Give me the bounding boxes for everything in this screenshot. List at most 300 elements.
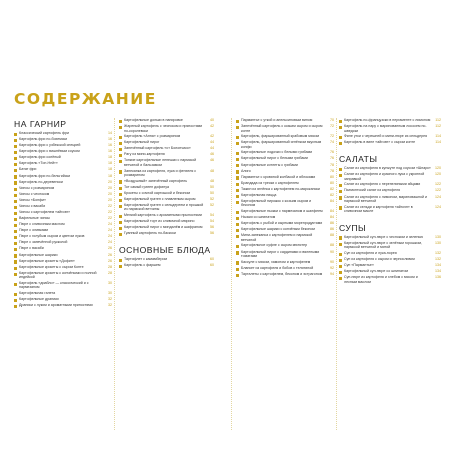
bullet-square-icon	[339, 120, 342, 123]
toc-entry-label: Жареный картофель с чесноком и пряностями по-королевски	[124, 124, 203, 133]
toc-column-2	[119, 118, 214, 269]
toc-entry[interactable]	[236, 209, 334, 214]
toc-entry[interactable]	[236, 250, 334, 259]
toc-entry-label: Картофельный пирог	[124, 140, 160, 145]
toc-entry-page-number: 84	[330, 215, 334, 220]
toc-entry[interactable]	[119, 146, 214, 151]
toc-entry[interactable]	[119, 263, 214, 268]
toc-entry-label: Картофельные ньокки с пармезаном и шалфеем	[241, 209, 323, 214]
toc-entry[interactable]	[339, 188, 441, 193]
toc-entry-page-number: 88	[330, 243, 334, 248]
bullet-square-icon	[236, 142, 239, 145]
bullet-square-icon	[339, 190, 342, 193]
toc-entry[interactable]	[14, 155, 112, 160]
toc-entry-label: Чипсы с картофелем «айгоэн»	[19, 210, 71, 215]
bullet-square-icon	[339, 271, 342, 274]
toc-entry[interactable]	[14, 259, 112, 264]
toc-entry[interactable]	[119, 152, 214, 157]
toc-entry-page-number: 52	[210, 196, 214, 201]
toc-entry[interactable]	[14, 192, 112, 197]
bullet-square-icon	[339, 142, 342, 145]
bullet-square-icon	[14, 283, 17, 286]
bullet-square-icon	[119, 170, 122, 173]
toc-entry[interactable]	[339, 257, 441, 262]
toc-entry-page-number: 24	[108, 240, 112, 245]
toc-entry[interactable]	[339, 182, 441, 187]
toc-entry-page-number: 78	[330, 168, 334, 173]
toc-entry-page-number: 132	[435, 250, 441, 255]
toc-entry[interactable]	[339, 205, 441, 214]
toc-entry-label: Картофельные дольки в панировке	[124, 118, 183, 122]
toc-entry-label: Картофельный пирог с белыми грибами	[241, 156, 308, 161]
toc-entry-page-number: 120	[435, 166, 441, 171]
bullet-square-icon	[236, 126, 239, 129]
bullet-square-icon	[236, 229, 239, 232]
toc-entry-label: Картофельный пирог с сардинами и вялеными томатами	[241, 249, 320, 259]
toc-entry-label: Пюре с васаби	[19, 246, 44, 251]
toc-entry[interactable]	[14, 210, 112, 215]
bullet-square-icon	[14, 267, 17, 270]
toc-entry-page-number: 26	[108, 258, 112, 263]
toc-entry-label: Картофельные драники	[19, 297, 59, 302]
bullet-square-icon	[236, 164, 239, 167]
toc-entry[interactable]	[119, 231, 214, 236]
toc-entry[interactable]	[14, 228, 112, 233]
toc-entry-label: Суп «Пармантье»	[344, 262, 374, 267]
bullet-square-icon	[119, 187, 122, 190]
toc-entry[interactable]	[119, 257, 214, 262]
toc-entry[interactable]	[14, 161, 112, 166]
toc-entry-label: Пюре с запечённой рукколой	[19, 240, 68, 245]
bullet-square-icon	[339, 168, 342, 171]
toc-entry[interactable]	[339, 275, 441, 284]
toc-entry-page-number: 16	[108, 149, 112, 154]
bullet-square-icon	[236, 120, 239, 123]
toc-entry-page-number: 30	[108, 290, 112, 295]
page-title: СОДЕРЖАНИЕ	[14, 90, 157, 108]
toc-entry-page-number: 70	[330, 118, 334, 122]
toc-entry-label: Картофель, фаршированный крабовым мясом	[241, 134, 319, 139]
toc-entry[interactable]	[236, 272, 334, 277]
bullet-square-icon	[236, 268, 239, 271]
toc-entry-label: Ньокки со шпинатом	[241, 215, 276, 220]
bullet-square-icon	[119, 154, 122, 157]
toc-entry-page-number: 20	[108, 197, 112, 202]
toc-entry-label: Запечённый картофель с козьим сыром и сыром конте	[241, 124, 323, 133]
bullet-square-icon	[339, 236, 342, 239]
bullet-square-icon	[14, 139, 17, 142]
toc-entry-page-number: 54	[210, 219, 214, 224]
toc-entry[interactable]	[14, 204, 112, 209]
bullet-square-icon	[236, 235, 239, 238]
toc-entry[interactable]	[119, 213, 214, 218]
bullet-square-icon	[14, 157, 17, 160]
toc-entry[interactable]	[339, 263, 441, 268]
toc-entry[interactable]	[119, 169, 214, 178]
toc-entry[interactable]	[14, 271, 112, 280]
toc-entry-label: Батат фри	[19, 167, 37, 172]
column-divider	[114, 118, 115, 430]
toc-entry-page-number: 50	[210, 190, 214, 195]
toc-entry[interactable]	[339, 172, 441, 181]
toc-entry-label: Бланкет из картофеля и бобов с телятиной	[241, 265, 314, 270]
bullet-square-icon	[236, 217, 239, 220]
bullet-square-icon	[14, 200, 17, 203]
toc-entry-label: Тарталеты с картофелем, беконом и эстрагоном	[241, 271, 323, 276]
toc-entry-page-number: 22	[108, 210, 112, 215]
bullet-square-icon	[236, 251, 239, 254]
toc-entry[interactable]	[236, 193, 334, 198]
toc-entry-label: Картофель «диабло» — классический и с пармезаном	[19, 280, 89, 290]
toc-entry-page-number: 82	[330, 186, 334, 191]
bullet-square-icon	[14, 230, 17, 233]
bullet-square-icon	[119, 148, 122, 151]
section-heading-side: НА ГАРНИР	[14, 119, 67, 129]
toc-entry-label: Чипсы с розмарином	[19, 185, 55, 190]
bullet-square-icon	[119, 205, 122, 208]
toc-entry-page-number: 54	[210, 213, 214, 218]
toc-entry[interactable]	[14, 167, 112, 172]
bullet-square-icon	[14, 248, 17, 251]
toc-entry-page-number: 30	[108, 280, 112, 285]
toc-entry-page-number: 80	[330, 180, 334, 185]
toc-entry-page-number: 82	[330, 192, 334, 197]
toc-column-1	[14, 118, 112, 309]
bullet-square-icon	[236, 274, 239, 277]
bullet-square-icon	[236, 176, 239, 179]
toc-entry-page-number: 46	[210, 158, 214, 163]
toc-entry-page-number: 60	[210, 257, 214, 262]
toc-entry-label: Тартифлет с камамбером	[124, 257, 167, 262]
toc-entry-label: Картофельные крокеты с копчёными и полной индейкой	[19, 270, 97, 280]
bullet-square-icon	[14, 145, 17, 148]
toc-entry-page-number: 24	[108, 228, 112, 233]
toc-entry-page-number: 124	[435, 204, 441, 209]
toc-entry-page-number: 50	[210, 184, 214, 189]
toc-entry-label: Кассуле с мясом, хамоном и картофелем	[241, 259, 311, 264]
toc-entry[interactable]	[339, 124, 441, 133]
bullet-square-icon	[14, 260, 17, 263]
toc-entry-label: Чипсы с чесноком	[19, 191, 50, 196]
toc-entry-label: Картофель фри по-бельгийски	[19, 173, 71, 178]
toc-entry-page-number: 112	[435, 118, 441, 122]
toc-entry-label: Запеканка из картофеля, лука и фенхеля с розмарином	[124, 168, 197, 178]
toc-entry-page-number: 90	[330, 259, 334, 264]
toc-entry-page-number: 28	[108, 264, 112, 269]
toc-entry[interactable]	[236, 199, 334, 208]
toc-entry[interactable]	[14, 246, 112, 251]
toc-entry[interactable]	[14, 131, 112, 136]
toc-entry-label: Картофельный пирог с миндалём и шафраном	[124, 225, 203, 230]
toc-entry-label: Пармантье с уткой и апельсиновым вином	[241, 118, 313, 122]
toc-entry-page-number: 122	[435, 182, 441, 187]
bullet-square-icon	[236, 223, 239, 226]
toc-entry-page-number: 78	[330, 162, 334, 167]
toc-entry[interactable]	[236, 233, 334, 242]
toc-entry-page-number: 80	[330, 174, 334, 179]
toc-entry-label: Тажин из ягнёнка с картофелем по-марокански	[241, 186, 320, 191]
toc-entry-label: Рагу из мини-картофеля	[124, 152, 165, 157]
toc-entry[interactable]	[339, 235, 441, 240]
toc-entry-label: Вафельные чипсы	[19, 216, 50, 221]
bullet-square-icon	[14, 169, 17, 172]
toc-entry-label: Драники с луком и ароматными приностями	[19, 303, 93, 308]
toc-entry[interactable]	[119, 225, 214, 230]
toc-entry-page-number: 86	[330, 221, 334, 226]
toc-entry[interactable]	[14, 137, 112, 142]
toc-entry-page-number: 86	[330, 227, 334, 232]
toc-entry[interactable]	[119, 134, 214, 139]
toc-entry[interactable]	[339, 118, 441, 123]
toc-entry-label: Пюре с оливками	[19, 228, 49, 233]
section-heading-main: ОСНОВНЫЕ БЛЮДА	[119, 245, 211, 256]
toc-entry-page-number: 48	[210, 178, 214, 183]
bullet-square-icon	[14, 212, 17, 215]
toc-entry[interactable]	[14, 180, 112, 185]
toc-entry-page-number: 72	[330, 124, 334, 129]
toc-entry-page-number: 24	[108, 234, 112, 239]
toc-entry[interactable]	[236, 221, 334, 226]
bullet-square-icon	[339, 277, 342, 280]
toc-entry-label: Картофельные крокеты «Дофин»	[19, 258, 75, 263]
toc-entry[interactable]	[14, 143, 112, 148]
toc-entry-label: Картофель фри солёный	[19, 155, 61, 160]
toc-entry-page-number: 32	[108, 297, 112, 302]
bullet-square-icon	[14, 236, 17, 239]
toc-entry-page-number: 46	[210, 152, 214, 157]
toc-entry-label: Классический картофель фри	[19, 131, 69, 135]
bullet-square-icon	[14, 224, 17, 227]
toc-entry-page-number: 120	[435, 172, 441, 177]
bullet-square-icon	[14, 305, 17, 308]
toc-entry[interactable]	[119, 158, 214, 167]
toc-entry-page-number: 56	[210, 231, 214, 236]
toc-entry-page-number: 134	[435, 269, 441, 274]
toc-entry[interactable]	[339, 241, 441, 250]
toc-entry[interactable]	[14, 234, 112, 239]
toc-entry[interactable]	[14, 297, 112, 302]
toc-entry-page-number: 22	[108, 216, 112, 221]
toc-entry-page-number: 40	[210, 118, 214, 122]
toc-entry-page-number: 130	[435, 234, 441, 239]
toc-entry-page-number: 28	[108, 270, 112, 275]
bullet-square-icon	[339, 265, 342, 268]
toc-entry-page-number: 18	[108, 161, 112, 166]
toc-entry-label: Картофельное суфле с сыром мюнстер	[241, 243, 308, 248]
toc-entry-label: Суп из картофеля и лука-порея	[344, 250, 397, 255]
toc-entry[interactable]	[119, 124, 214, 133]
toc-entry-page-number: 20	[108, 179, 112, 184]
toc-entry-label: Картофельный пирожок с козьим сыром и беконом	[241, 198, 312, 208]
toc-entry-label: Картофель на пару с маринованным лососем по-шведски	[344, 124, 427, 133]
toc-entry-label: Картофельные котлеты с грибами	[241, 162, 298, 167]
bullet-square-icon	[14, 175, 17, 178]
toc-entry[interactable]	[236, 181, 334, 186]
bullet-square-icon	[236, 183, 239, 186]
bullet-square-icon	[339, 243, 342, 246]
toc-entry-page-number: 94	[330, 271, 334, 276]
toc-entry-page-number: 72	[330, 134, 334, 139]
toc-entry[interactable]	[236, 169, 334, 174]
bullet-square-icon	[236, 158, 239, 161]
toc-entry-page-number: 74	[330, 140, 334, 145]
toc-entry[interactable]	[339, 269, 441, 274]
toc-entry[interactable]	[119, 203, 214, 212]
toc-entry[interactable]	[14, 186, 112, 191]
bullet-square-icon	[14, 188, 17, 191]
toc-entry[interactable]	[14, 222, 112, 227]
toc-entry[interactable]	[119, 140, 214, 145]
toc-entry-label: Чипсы «Бонфи»	[19, 197, 47, 202]
column-divider	[231, 118, 232, 430]
toc-entry[interactable]	[236, 175, 334, 180]
toc-entry[interactable]	[339, 166, 441, 171]
toc-entry-label: Картофель в вине «айгоэн» с сыром конте	[344, 140, 416, 145]
bullet-square-icon	[119, 227, 122, 230]
bullet-square-icon	[14, 293, 17, 296]
toc-entry-label: Картофель, фаршированный ягнёнком вкусным конфи	[241, 140, 322, 149]
bullet-square-icon	[14, 163, 17, 166]
toc-entry[interactable]	[119, 179, 214, 184]
toc-entry[interactable]	[14, 253, 112, 258]
toc-entry[interactable]	[236, 124, 334, 133]
bullet-square-icon	[119, 215, 122, 218]
bullet-square-icon	[14, 206, 17, 209]
toc-entry[interactable]	[119, 191, 214, 196]
toc-entry-label: Картофельный суп-пюре с чесноком и зеленью	[344, 234, 424, 239]
bullet-square-icon	[119, 160, 122, 163]
toc-entry-label: Тонкие картофельные лепешки с пармской ветчиной и бальзамом	[124, 158, 197, 167]
toc-entry[interactable]	[339, 140, 441, 145]
toc-entry-label: Салат из картофеля в кунжуте под соусом «Шнарк»	[344, 166, 431, 171]
toc-entry[interactable]	[236, 156, 334, 161]
toc-entry-page-number: 52	[210, 202, 214, 207]
bullet-square-icon	[14, 299, 17, 302]
toc-entry-label: Алиго	[241, 168, 251, 173]
bullet-square-icon	[14, 151, 17, 154]
bullet-square-icon	[339, 136, 342, 139]
toc-entry[interactable]	[14, 281, 112, 290]
toc-entry-label: Картофель по-французски в пергаменте с лимоном	[344, 118, 431, 122]
toc-entry-page-number: 44	[210, 146, 214, 151]
toc-entry-page-number: 114	[435, 134, 441, 139]
toc-entry-label: Запечённый картофель «ст Болончико»	[124, 146, 191, 151]
toc-entry-label: Картофельные шарики	[19, 252, 58, 257]
toc-entry[interactable]	[236, 266, 334, 271]
bullet-square-icon	[236, 189, 239, 192]
toc-entry-label: Суп из картофеля с сыром и черносливом	[344, 256, 415, 261]
toc-entry-page-number: 18	[108, 155, 112, 160]
toc-entry-page-number: 42	[210, 124, 214, 129]
toc-entry-label: Пюре с сливочным маслом	[19, 222, 65, 227]
toc-entry-page-number: 114	[435, 140, 441, 145]
toc-entry-label: Картофель фри с узбекской специей	[19, 143, 81, 148]
bullet-square-icon	[14, 133, 17, 136]
bullet-square-icon	[236, 195, 239, 198]
toc-entry[interactable]	[236, 163, 334, 168]
toc-entry[interactable]	[14, 198, 112, 203]
toc-entry[interactable]	[119, 185, 214, 190]
toc-entry[interactable]	[14, 174, 112, 179]
toc-entry-page-number: 56	[210, 225, 214, 230]
toc-entry-page-number: 76	[330, 156, 334, 161]
bullet-square-icon	[339, 206, 342, 209]
toc-entry[interactable]	[14, 240, 112, 245]
toc-entry[interactable]	[236, 118, 334, 123]
toc-entry-label: Картофель «Анна» с розмарином	[124, 134, 181, 139]
toc-entry[interactable]	[236, 134, 334, 139]
toc-entry-page-number: 42	[210, 134, 214, 139]
toc-entry[interactable]	[236, 140, 334, 149]
toc-entry-label: Картофель «Тон-Нейт»	[19, 161, 58, 166]
toc-entry[interactable]	[236, 243, 334, 248]
toc-entry-label: Тот самый гратен дофинуа	[124, 184, 169, 189]
bullet-square-icon	[14, 242, 17, 245]
bullet-square-icon	[339, 184, 342, 187]
bullet-square-icon	[119, 265, 122, 268]
bullet-square-icon	[339, 126, 342, 129]
toc-entry-label: Картофель фри с вишнёвым соусом	[19, 149, 80, 154]
toc-entry-label: Крокеты с сочной картошкой и беконом	[124, 190, 190, 195]
bullet-square-icon	[119, 126, 122, 129]
toc-entry[interactable]	[236, 150, 334, 155]
toc-entry[interactable]	[119, 219, 214, 224]
toc-entry-label: Картофель с фаршем	[124, 263, 161, 268]
bullet-square-icon	[14, 254, 17, 257]
toc-entry[interactable]	[339, 134, 441, 139]
section-heading-salads: САЛАТЫ	[339, 154, 378, 165]
toc-column-3	[236, 118, 334, 278]
bullet-square-icon	[119, 142, 122, 145]
toc-entry-page-number: 112	[435, 124, 441, 129]
toc-entry[interactable]	[119, 118, 214, 123]
toc-entry[interactable]	[119, 197, 214, 202]
toc-entry[interactable]	[14, 149, 112, 154]
bullet-square-icon	[14, 194, 17, 197]
toc-entry[interactable]	[236, 187, 334, 192]
bullet-square-icon	[236, 152, 239, 155]
toc-entry[interactable]	[236, 215, 334, 220]
toc-entry[interactable]	[236, 227, 334, 232]
toc-column-4	[339, 118, 441, 285]
toc-entry-page-number: 90	[330, 249, 334, 254]
bullet-square-icon	[119, 199, 122, 202]
toc-entry-label: Пьемонтский салат из картофеля	[344, 188, 401, 193]
toc-entry-label: Салат из картофеля и красного лука с укропной заправкой	[344, 172, 425, 181]
toc-entry-page-number: 88	[330, 233, 334, 238]
toc-entry-page-number: 14	[108, 131, 112, 135]
bullet-square-icon	[119, 136, 122, 139]
toc-entry[interactable]	[339, 251, 441, 256]
toc-entry[interactable]	[14, 265, 112, 270]
toc-entry-label: Чипсы с васаби	[19, 203, 46, 208]
toc-entry-label: Брандада из трески с картофелем	[241, 180, 299, 185]
toc-entry-page-number: 136	[435, 275, 441, 280]
toc-entry[interactable]	[339, 195, 441, 204]
toc-entry[interactable]	[236, 260, 334, 265]
toc-entry-page-number: 92	[330, 265, 334, 270]
toc-entry[interactable]	[14, 291, 112, 296]
toc-entry-label: Картофельный суп-пюре с зелёным горошком, пармской ветчиной и мятой	[344, 240, 422, 250]
toc-entry[interactable]	[14, 216, 112, 221]
toc-entry-page-number: 26	[108, 252, 112, 257]
bullet-square-icon	[236, 136, 239, 139]
toc-entry-page-number: 124	[435, 194, 441, 199]
bullet-square-icon	[236, 201, 239, 204]
toc-entry[interactable]	[14, 303, 112, 308]
bullet-square-icon	[339, 174, 342, 177]
toc-entry-page-number: 132	[435, 256, 441, 261]
